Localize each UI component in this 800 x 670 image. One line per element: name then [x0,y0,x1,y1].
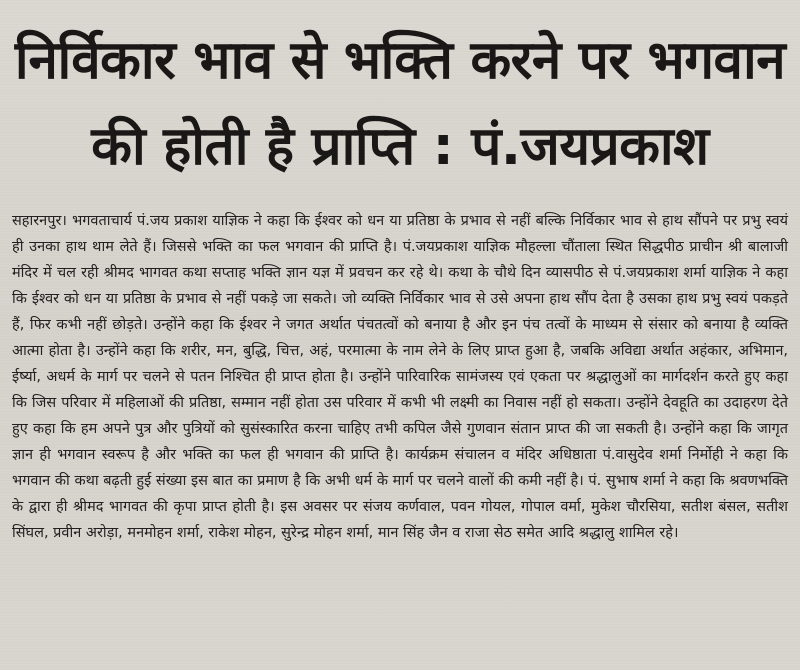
article-dateline: सहारनपुर। [12,213,67,229]
headline-line-2: की होती है प्राप्ति : पं.जयप्रकाश [91,116,709,177]
article-body [12,208,788,546]
headline-line-1: निर्विकार भाव से भक्ति करने पर भगवान [14,30,786,91]
article-headline [12,18,788,190]
article-body-text: भगवताचार्य पं.जय प्रकाश याज्ञिक ने कहा कि ईश्वर को धन या प्रतिष्ठा के प्रभाव से नहीं बल्कि निर्विकार भाव से हाथ सौंपने पर प्रभु स्वयं ही उनका हाथ थाम लेते हैं। जिससे भक्ति का फल भगवान की प्राप्ति है। पं.जयप्रकाश याज्ञिक मौहल्ला चौंताला स्थित सिद्धपीठ प्राचीन श्री बालाजी मंदिर में चल रही श्रीमद भागवत कथा सप्ताह भक्ति ज्ञान यज्ञ में प्रवचन कर रहे थे। कथा के चौथे दिन व्यासपीठ से पं.जयप्रकाश शर्मा याज्ञिक ने कहा कि ईश्वर को धन या प्रतिष्ठा के प्रभाव से नहीं पकड़े जा सकते। जो व्यक्ति निर्विकार भाव से उसे अपना हाथ सौंप देता है उसका हाथ प्रभु स्वयं पकड़ते हैं, फिर कभी नहीं छोड़ते। उन्होंने कहा कि ईश्वर ने जगत अर्थात पंचतत्वों को बनाया है और इन पंच तत्वों के माध्यम से संसार को बनाया है व्यक्ति आत्मा होता है। उन्होंने कहा कि शरीर, मन, बुद्धि, चित्त, अहं, परमात्मा के नाम लेने के लिए प्राप्त हुआ है, जबकि अविद्या अर्थात अहंकार, अभिमान, ईर्ष्या, अधर्म के मार्ग पर चलने से पतन निश्चित ही प्राप्त होता है। उन्होंने पारिवारिक सामंजस्य एवं एकता पर श्रद्धालुओं का मार्गदर्शन करते हुए कहा कि जिस परिवार में महिलाओं की प्रतिष्ठा, सम्मान नहीं होता उस परिवार में कभी भी लक्ष्मी का निवास नहीं हो सकता। उन्होंने देवहूति का उदाहरण देते हुए कहा कि हम अपने पुत्र और पुत्रियों को सुसंस्कारित करना चाहिए तभी कपिल जैसे गुणवान संतान प्राप्त की जा सकती है। उन्होंने कहा कि जागृत ज्ञान ही भगवान स्वरूप है और भक्ति का फल ही भगवान की प्राप्ति है। कार्यक्रम संचालन व मंदिर अधिष्ठाता पं.वासुदेव शर्मा निर्मोही ने कहा कि भगवान की कथा बढ़ती हुई संख्या इस बात का प्रमाण है कि अभी धर्म के मार्ग पर चलने वालों की कमी नहीं है। पं. सुभाष शर्मा ने कहा कि श्रवणभक्ति के द्वारा ही श्रीमद भागवत की कृपा प्राप्त होती है। इस अवसर पर संजय कर्णवाल, पवन गोयल, गोपाल वर्मा, मुकेश चौरसिया, सतीश बंसल, सतीश सिंघल, प्रवीन अरोड़ा, मनमोहन शर्मा, राकेश मोहन, सुरेन्द्र मोहन शर्मा, मान सिंह जैन व राजा सेठ समेत आदि श्रद्धालु शामिल रहे। [12,213,788,541]
